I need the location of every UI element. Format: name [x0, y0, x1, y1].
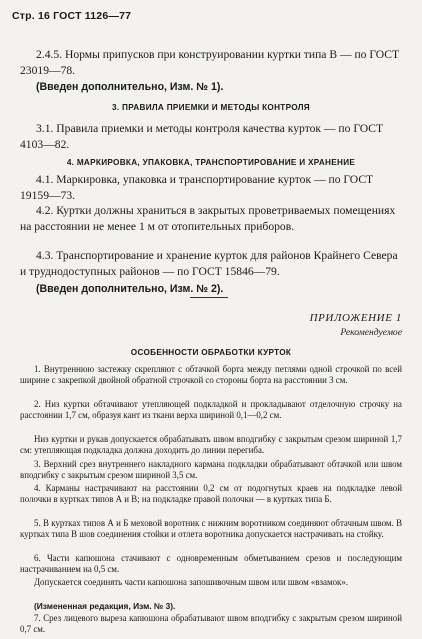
appendix-subtitle: Рекомендуемое [340, 327, 402, 338]
page-header: Стр. 16 ГОСТ 1126—77 [12, 10, 132, 22]
item-1: 1. Внутреннюю застежку скрепляют с обтачкой борта между петлями одной строчкой по всей ширине с закрепкой двойной обратной строчкой со стороны борта на расстоянии 3 см. [20, 364, 402, 385]
clause-2-4-5: 2.4.5. Нормы припусков при конструировании куртки типа В — по ГОСТ 23019—78. [20, 48, 400, 77]
clause-3-1: 3.1. Правила приемки и методы контроля качества курток — по ГОСТ 4103—82. [20, 122, 384, 151]
section-4-heading: 4. МАРКИРОВКА, УПАКОВКА, ТРАНСПОРТИРОВАНИЕ И ХРАНЕНИЕ [66, 158, 356, 167]
item-3: 3. Верхний срез внутреннего накладного кармана подкладки обрабатывают обтачкой или швом вподгибку с закрытым срезом шириной 3,5 см. [20, 459, 402, 480]
amendment-note-3: (Измененная редакция, Изм. № 3). [34, 601, 176, 611]
item-5: 5. В куртках типов А и Б меховой воротник с нижним воротником соединяют обтачным швом. В куртках типа В шов соединения стойки и отлета воротника допускается настрачивать на стойку. [20, 518, 402, 539]
clause-4-3: 4.3. Транспортирование и хранение курток для районов Крайнего Севера и труднодоступных районов — по ГОСТ 15846—79. [20, 249, 398, 278]
features-heading: ОСОБЕННОСТИ ОБРАБОТКИ КУРТОК [130, 348, 292, 357]
section-3-heading: 3. ПРАВИЛА ПРИЕМКИ И МЕТОДЫ КОНТРОЛЯ [112, 103, 310, 112]
amendment-note-1: (Введен дополнительно, Изм. № 1). [36, 81, 224, 93]
divider-rule [190, 297, 228, 298]
item-6-note: Допускается соединять части капюшона запошивочным швом или швом «взамок». [34, 577, 349, 587]
item-2-note: Низ куртки и рукав допускается обрабатывать швом вподгибку с закрытым срезом шириной 1,7 см: утепляющая подкладка должна доходить до линии перегиба. [20, 434, 402, 455]
clause-4-2: 4.2. Куртки должны храниться в закрытых проветриваемых помещениях на расстоянии не менее 1 м от отопительных приборов. [20, 204, 396, 233]
appendix-title: ПРИЛОЖЕНИЕ 1 [309, 312, 402, 324]
item-4: 4. Карманы настрачивают на расстоянии 0,2 см от подогнутых краев на подкладке левой полочки в куртках типов А и В; на подкладке правой полочки — в куртках типа Б. [20, 483, 402, 504]
amendment-note-2: (Введен дополнительно, Изм. № 2). [36, 283, 224, 295]
clause-4-1: 4.1. Маркировка, упаковка и транспортирование курток — по ГОСТ 19159—73. [20, 173, 374, 202]
item-6: 6. Части капюшона стачивают с одновременным обметыванием срезов и последующим настрачиванием на 0,5 см. [20, 553, 402, 574]
item-2: 2. Низ куртки обтачивают утепляющей подкладкой и прокладывают отделочную строчку на расстоянии 1,7 см, образуя кант из ткани верха шириной 0,1—0,2 см. [20, 399, 402, 420]
item-7: 7. Срез лицевого выреза капюшона обрабатывают швом вподгибку с закрытым срезом шириной 0,7 см. [20, 613, 402, 634]
